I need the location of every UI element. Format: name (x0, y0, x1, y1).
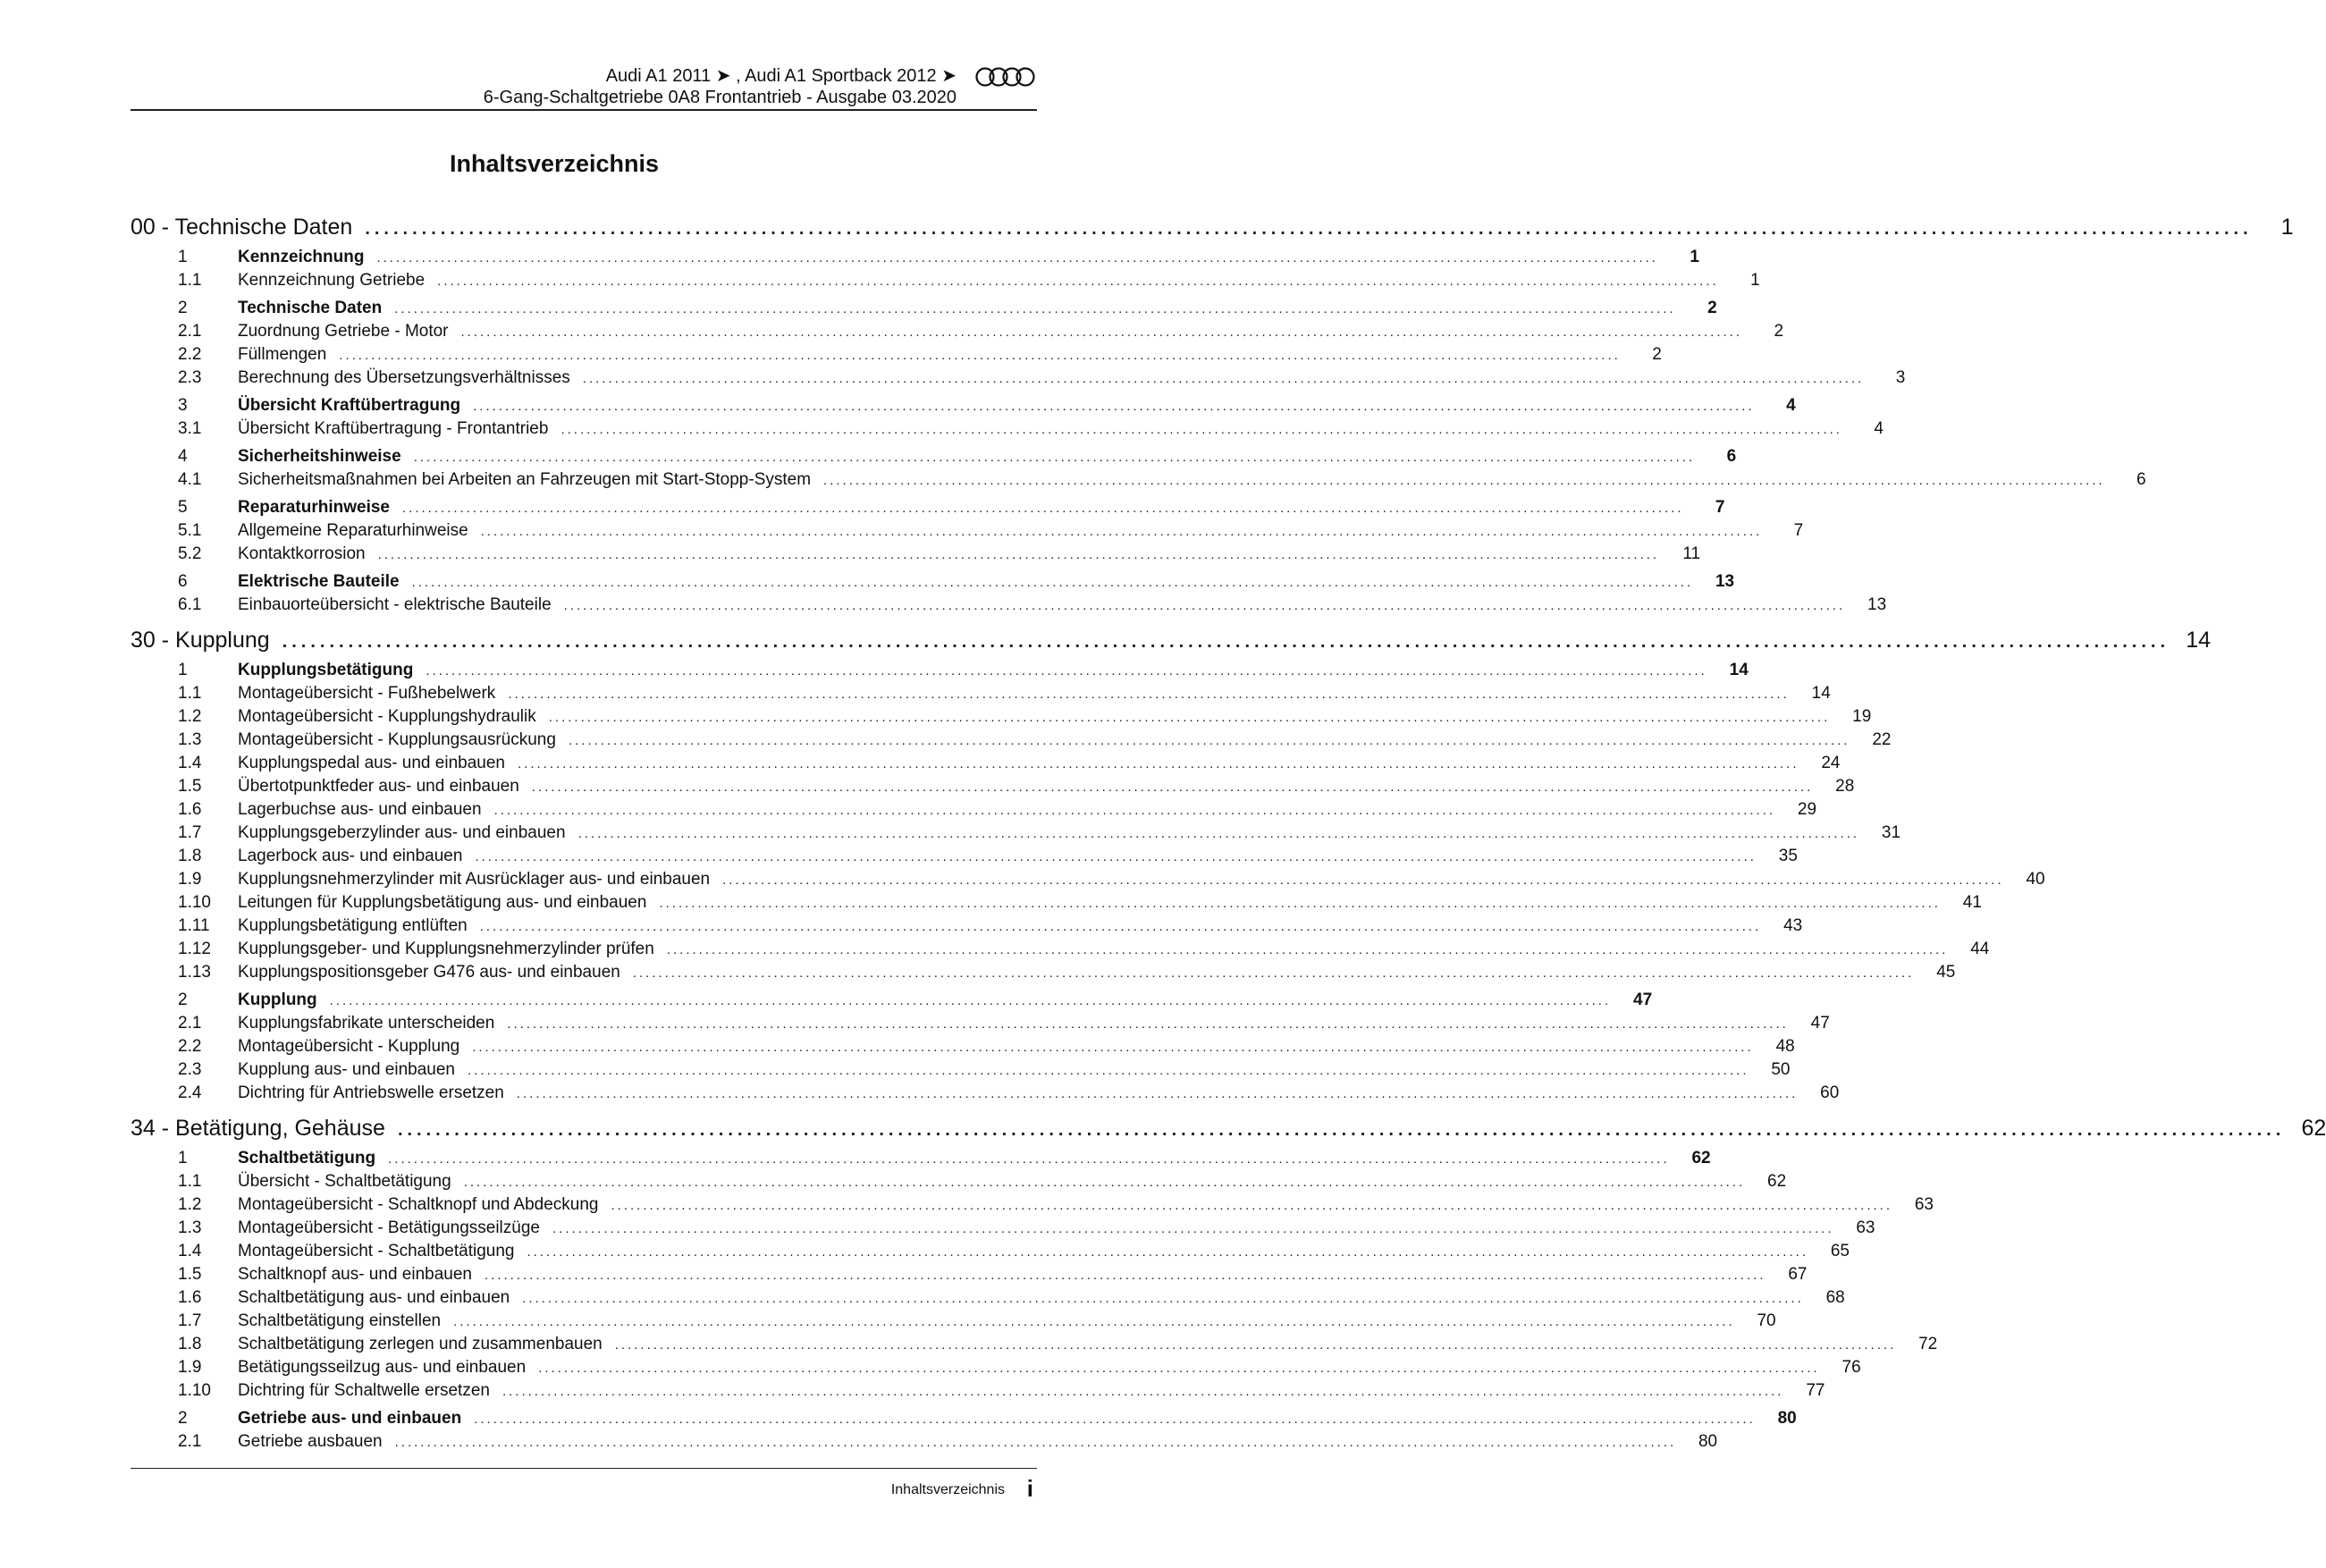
toc-page-number: 3 (1895, 368, 1906, 387)
toc-entry-number: 1.1 (178, 684, 202, 703)
toc-entry-number: 2 (178, 1409, 188, 1428)
footer-page-number: i (1026, 1475, 1033, 1502)
dot-leader: ........................................................................................................................................................................................................ (823, 473, 2105, 488)
toc-entry[interactable] (131, 1083, 1840, 1107)
toc-page-number: 72 (1918, 1335, 1938, 1353)
dot-leader: ........................................................................................................................................................................................................ (577, 826, 1860, 841)
toc-entry-title: Kupplungsbetätigung (238, 661, 414, 679)
toc-entry-title: Kontaktkorrosion (238, 544, 366, 563)
toc-entry-title: Übersicht Kraftübertragung (238, 396, 461, 415)
toc-entry-number: 1.12 (178, 940, 211, 958)
toc-page-number: 44 (1970, 940, 1990, 958)
toc-entry-number: 1.4 (178, 1242, 202, 1260)
toc-section[interactable] (131, 447, 1737, 470)
toc-entry-title: Dichtring für Antriebswelle ersetzen (238, 1083, 504, 1102)
toc-entry-number: 5.2 (178, 544, 202, 563)
toc-entry[interactable] (131, 1218, 1875, 1242)
toc-entry[interactable] (131, 870, 2045, 893)
toc-page-number: 14 (2186, 628, 2212, 653)
toc-entry-title: Reparaturhinweise (238, 498, 390, 517)
toc-entry-title: Kupplungsfabrikate unterscheiden (238, 1014, 495, 1033)
dot-leader: ........................................................................................................................................................................................................ (460, 325, 1743, 340)
toc-page-number: 70 (1757, 1311, 1776, 1330)
header-document-line: 6-Gang-Schaltgetriebe 0A8 Frontantrieb - Ausgabe 03.2020 (483, 88, 957, 107)
toc-page-number: 80 (1698, 1432, 1718, 1451)
toc-entry[interactable] (131, 521, 1804, 544)
toc-entry[interactable] (131, 963, 1956, 986)
toc-entry-title: Füllmengen (238, 345, 327, 364)
dot-leader: ........................................................................................................................................................................................................ (426, 663, 1707, 679)
dot-leader: ........................................................................................................................................................................................................ (394, 301, 1676, 316)
toc-entry-title: Kennzeichnung (238, 248, 365, 266)
toc-entry-title: Kupplungspedal aus- und einbauen (238, 754, 505, 772)
toc-entry[interactable] (131, 730, 1892, 754)
toc-entry-number: 1.10 (178, 1381, 211, 1400)
toc-entry-number: 1 (178, 248, 188, 266)
dot-leader: ........................................................................................................................................................................................................ (632, 965, 1915, 981)
toc-entry[interactable] (131, 800, 1817, 823)
page-header (131, 63, 1037, 113)
toc-entry-title: Montageübersicht - Kupplungshydraulik (238, 707, 536, 726)
dot-leader: ........................................................................................................................................................................................................ (474, 1412, 1756, 1427)
toc-entry-title: Dichtring für Schaltwelle ersetzen (238, 1381, 490, 1400)
toc-entry[interactable] (131, 684, 1831, 707)
toc-section[interactable] (131, 396, 1796, 419)
dot-leader: ........................................................................................................................................................................................................ (388, 1151, 1670, 1167)
toc-entry-number: 1.3 (178, 1218, 202, 1237)
toc-entry[interactable] (131, 823, 1901, 847)
toc-entry-title: Einbauorteübersicht - elektrische Bauteile (238, 595, 552, 614)
dot-leader: ........................................................................................................................................................................................................ (329, 993, 1612, 1008)
toc-entry-title: Schaltknopf aus- und einbauen (238, 1265, 472, 1284)
footer-divider (131, 1468, 1037, 1469)
dot-leader: ........................................................................................................................................................................................................ (508, 687, 1790, 702)
toc-entry[interactable] (131, 345, 1662, 368)
toc-entry[interactable] (131, 1037, 1795, 1060)
toc-section[interactable] (131, 1149, 1711, 1172)
toc-page-number: 19 (1852, 707, 1872, 726)
toc-entry[interactable] (131, 893, 1982, 916)
toc-page-number: 62 (1767, 1172, 1787, 1191)
toc-entry[interactable] (131, 1335, 1938, 1358)
toc-page-number: 31 (1881, 823, 1901, 842)
toc-entry-title: Montageübersicht - Betätigungsseilzüge (238, 1218, 540, 1237)
toc-page-number: 41 (1962, 893, 1982, 912)
footer-label: Inhaltsverzeichnis (890, 1482, 1005, 1497)
toc-entry-title: 34 - Betätigung, Gehäuse (131, 1116, 385, 1141)
dot-leader: ........................................................................................................................................................................................................ (463, 1175, 1746, 1190)
toc-entry-number: 1.5 (178, 1265, 202, 1284)
toc-entry-title: Übersicht - Schaltbetätigung (238, 1172, 451, 1191)
dot-leader: ........................................................................................................................................................................................................ (666, 942, 1949, 957)
toc-entry-title: Lagerbuchse aus- und einbauen (238, 800, 482, 819)
toc-entry-number: 5.1 (178, 521, 202, 540)
toc-entry[interactable] (131, 1172, 1787, 1195)
dot-leader: ........................................................................................................................................................................................................ (563, 598, 1846, 613)
dot-leader: ........................................................................................................................................................................................................ (493, 803, 1776, 818)
page-title: Inhaltsverzeichnis (449, 150, 660, 177)
toc-section[interactable] (131, 1409, 1797, 1432)
toc-entry[interactable] (131, 470, 2146, 493)
dot-leader: ........................................................................................................................................................................................................ (365, 219, 2253, 239)
toc-page-number: 47 (1810, 1014, 1830, 1033)
table-of-contents (131, 215, 2326, 1455)
toc-entry[interactable] (131, 916, 1803, 940)
dot-leader: ........................................................................................................................................................................................................ (411, 575, 1694, 590)
toc-entry[interactable] (131, 1288, 1845, 1311)
toc-entry-title: Schaltbetätigung zerlegen und zusammenbauen (238, 1335, 603, 1353)
dot-leader: ........................................................................................................................................................................................................ (611, 1198, 1892, 1213)
toc-entry-number: 1.1 (178, 271, 202, 290)
toc-page-number: 4 (1874, 419, 1884, 438)
toc-entry-title: Übertotpunktfeder aus- und einbauen (238, 777, 519, 796)
toc-page-number: 62 (1691, 1149, 1711, 1168)
dot-leader: ........................................................................................................................................................................................................ (614, 1337, 1897, 1353)
toc-entry-number: 6.1 (178, 595, 202, 614)
toc-page-number: 62 (2301, 1116, 2326, 1141)
toc-entry-number: 4.1 (178, 470, 202, 489)
dot-leader: ........................................................................................................................................................................................................ (339, 348, 1621, 363)
toc-page-number: 1 (2280, 215, 2294, 240)
toc-entry-number: 1.6 (178, 800, 202, 819)
dot-leader: ........................................................................................................................................................................................................ (437, 274, 1719, 289)
toc-entry-number: 5 (178, 498, 188, 517)
toc-page-number: 1 (1690, 248, 1699, 266)
toc-entry-title: Kupplungsnehmerzylinder mit Ausrücklager aus- und einbauen (238, 870, 711, 889)
toc-page-number: 13 (1867, 595, 1887, 614)
audi-rings-icon (974, 66, 1037, 88)
toc-entry-title: Leitungen für Kupplungsbetätigung aus- und einbauen (238, 893, 647, 912)
dot-leader: ........................................................................................................................................................................................................ (516, 1086, 1799, 1101)
toc-entry[interactable] (131, 544, 1701, 568)
toc-page-number: 67 (1788, 1265, 1808, 1284)
toc-entry-number: 1.9 (178, 1358, 202, 1377)
dot-leader: ........................................................................................................................................................................................................ (501, 1384, 1784, 1399)
toc-entry[interactable] (131, 322, 1784, 345)
toc-section[interactable] (131, 572, 1735, 595)
toc-chapter[interactable] (131, 215, 2294, 243)
toc-entry-number: 1.3 (178, 730, 202, 749)
toc-entry-title: Kupplungspositionsgeber G476 aus- und einbauen (238, 963, 620, 982)
toc-entry[interactable] (131, 1195, 1934, 1218)
toc-page-number: 65 (1830, 1242, 1850, 1260)
toc-page-number: 6 (1726, 447, 1737, 466)
toc-entry-title: Schaltbetätigung einstellen (238, 1311, 442, 1330)
dot-leader: ........................................................................................................................................................................................................ (475, 849, 1757, 864)
toc-entry-number: 1.2 (178, 1195, 202, 1214)
toc-page-number: 47 (1633, 991, 1653, 1009)
header-vehicle-line: Audi A1 2011 ➤ , Audi A1 Sportback 2012 ➤ (605, 66, 957, 86)
dot-leader: ........................................................................................................................................................................................................ (522, 1291, 1804, 1306)
toc-entry-number: 1.8 (178, 1335, 202, 1353)
toc-entry[interactable] (131, 754, 1841, 777)
toc-entry[interactable] (131, 595, 1887, 619)
dot-leader: ........................................................................................................................................................................................................ (377, 547, 1660, 562)
toc-entry-title: Montageübersicht - Kupplung (238, 1037, 460, 1056)
toc-page-number: 29 (1797, 800, 1817, 819)
toc-entry-title: Getriebe ausbauen (238, 1432, 383, 1451)
toc-entry-number: 1.8 (178, 847, 202, 865)
toc-page-number: 13 (1715, 572, 1735, 591)
dot-leader: ........................................................................................................................................................................................................ (473, 399, 1755, 414)
toc-entry-number: 1.7 (178, 1311, 202, 1330)
dot-leader: ........................................................................................................................................................................................................ (480, 524, 1763, 539)
toc-entry-title: Sicherheitshinweise (238, 447, 401, 466)
dot-leader: ........................................................................................................................................................................................................ (582, 371, 1865, 386)
toc-entry-title: Kupplung (238, 991, 317, 1009)
dot-leader: ........................................................................................................................................................................................................ (479, 919, 1762, 934)
toc-entry-title: Übersicht Kraftübertragung - Frontantrieb (238, 419, 549, 438)
dot-leader: ........................................................................................................................................................................................................ (394, 1435, 1677, 1450)
dot-leader: ........................................................................................................................................................................................................ (560, 422, 1842, 437)
toc-page-number: 7 (1793, 521, 1804, 540)
dot-leader: ........................................................................................................................................................................................................ (552, 1221, 1834, 1236)
dot-leader: ........................................................................................................................................................................................................ (548, 710, 1831, 725)
dot-leader: ........................................................................................................................................................................................................ (568, 733, 1850, 748)
toc-entry[interactable] (131, 777, 1855, 800)
toc-page-number: 63 (1856, 1218, 1875, 1237)
dot-leader: ........................................................................................................................................................................................................ (722, 873, 2004, 888)
toc-entry-title: Kupplungsgeberzylinder aus- und einbauen (238, 823, 566, 842)
toc-page-number: 14 (1729, 661, 1749, 679)
toc-page-number: 35 (1778, 847, 1798, 865)
toc-entry[interactable] (131, 1060, 1791, 1083)
toc-entry-title: Getriebe aus- und einbauen (238, 1409, 462, 1428)
toc-entry-number: 2.1 (178, 1014, 202, 1033)
toc-entry-title: Berechnung des Übersetzungsverhältnisses (238, 368, 570, 387)
toc-entry-number: 2.2 (178, 1037, 202, 1056)
toc-entry-title: Kennzeichnung Getriebe (238, 271, 426, 290)
toc-page-number: 45 (1936, 963, 1956, 982)
toc-section[interactable] (131, 299, 1717, 322)
toc-entry[interactable] (131, 1311, 1776, 1335)
toc-page-number: 2 (1707, 299, 1717, 317)
toc-entry-number: 6 (178, 572, 188, 591)
toc-entry[interactable] (131, 419, 1884, 443)
dot-leader: ........................................................................................................................................................................................................ (376, 250, 1658, 266)
toc-entry-title: Sicherheitsmaßnahmen bei Arbeiten an Fahrzeugen mit Start-Stopp-System (238, 470, 812, 489)
toc-entry-number: 2.1 (178, 1432, 202, 1451)
toc-entry-title: Montageübersicht - Schaltknopf und Abdeckung (238, 1195, 599, 1214)
dot-leader: ........................................................................................................................................................................................................ (402, 501, 1684, 516)
toc-page-number: 14 (1811, 684, 1831, 703)
toc-page-number: 4 (1786, 396, 1796, 415)
toc-page-number: 24 (1821, 754, 1841, 772)
toc-entry-number: 1 (178, 1149, 188, 1168)
toc-page-number: 43 (1783, 916, 1803, 935)
toc-entry[interactable] (131, 1381, 1825, 1404)
toc-entry-number: 2.4 (178, 1083, 202, 1102)
toc-entry-number: 1.9 (178, 870, 202, 889)
dot-leader: ........................................................................................................................................................................................................ (467, 1063, 1749, 1078)
toc-page-number: 80 (1777, 1409, 1797, 1428)
toc-section[interactable] (131, 661, 1749, 684)
toc-entry-title: Schaltbetätigung aus- und einbauen (238, 1288, 510, 1307)
toc-page-number: 22 (1872, 730, 1892, 749)
toc-entry-number: 3.1 (178, 419, 202, 438)
dot-leader: ........................................................................................................................................................................................................ (531, 780, 1814, 795)
toc-section[interactable] (131, 498, 1725, 521)
toc-page-number: 2 (1774, 322, 1784, 341)
toc-entry[interactable] (131, 1358, 1861, 1381)
toc-entry-number: 2.1 (178, 322, 202, 341)
toc-entry-title: Allgemeine Reparaturhinweise (238, 521, 468, 540)
toc-entry[interactable] (131, 847, 1798, 870)
toc-entry-number: 3 (178, 396, 188, 415)
toc-entry[interactable] (131, 940, 1990, 963)
toc-entry[interactable] (131, 707, 1872, 730)
dot-leader: ........................................................................................................................................................................................................ (282, 632, 2170, 652)
toc-page-number: 63 (1914, 1195, 1934, 1214)
toc-entry-number: 1.6 (178, 1288, 202, 1307)
toc-entry-number: 1 (178, 661, 188, 679)
toc-page-number: 6 (2136, 470, 2146, 489)
toc-entry-number: 2 (178, 991, 188, 1009)
toc-section[interactable] (131, 248, 1699, 271)
toc-entry-title: Technische Daten (238, 299, 383, 317)
toc-chapter[interactable] (131, 628, 2212, 656)
toc-entry-number: 1.10 (178, 893, 211, 912)
toc-page-number: 40 (2026, 870, 2045, 889)
toc-entry-title: Kupplungsgeber- und Kupplungsnehmerzylinder prüfen (238, 940, 654, 958)
toc-chapter[interactable] (131, 1116, 2326, 1144)
dot-leader: ........................................................................................................................................................................................................ (507, 1016, 1789, 1032)
toc-entry[interactable] (131, 368, 1906, 392)
dot-leader: ........................................................................................................................................................................................................ (397, 1120, 2286, 1140)
dot-leader: ........................................................................................................................................................................................................ (453, 1314, 1735, 1329)
toc-entry[interactable] (131, 1265, 1808, 1288)
toc-section[interactable] (131, 991, 1653, 1014)
toc-entry[interactable] (131, 1014, 1830, 1037)
toc-entry-title: Kupplung aus- und einbauen (238, 1060, 455, 1079)
toc-entry-number: 2 (178, 299, 188, 317)
toc-page-number: 48 (1775, 1037, 1795, 1056)
toc-page-number: 60 (1820, 1083, 1840, 1102)
toc-entry-title: 30 - Kupplung (131, 628, 270, 653)
toc-entry-title: 00 - Technische Daten (131, 215, 353, 240)
toc-page-number: 77 (1806, 1381, 1825, 1400)
toc-page-number: 11 (1682, 544, 1701, 563)
toc-entry-number: 2.2 (178, 345, 202, 364)
toc-entry-title: Zuordnung Getriebe - Motor (238, 322, 449, 341)
toc-page-number: 7 (1715, 498, 1725, 517)
dot-leader: ........................................................................................................................................................................................................ (659, 896, 1941, 911)
toc-entry-title: Montageübersicht - Fußhebelwerk (238, 684, 496, 703)
toc-page-number: 28 (1835, 777, 1855, 796)
header-divider (131, 109, 1037, 111)
dot-leader: ........................................................................................................................................................................................................ (413, 450, 1696, 465)
toc-entry-number: 1.7 (178, 823, 202, 842)
toc-page-number: 76 (1841, 1358, 1861, 1377)
toc-entry-number: 2.3 (178, 1060, 202, 1079)
dot-leader: ........................................................................................................................................................................................................ (527, 1244, 1808, 1260)
toc-page-number: 2 (1652, 345, 1662, 364)
toc-entry-title: Schaltbetätigung (238, 1149, 376, 1168)
dot-leader: ........................................................................................................................................................................................................ (472, 1040, 1754, 1055)
toc-entry-number: 1.1 (178, 1172, 202, 1191)
toc-entry-number: 1.13 (178, 963, 211, 982)
toc-entry-title: Lagerbock aus- und einbauen (238, 847, 463, 865)
toc-entry-title: Elektrische Bauteile (238, 572, 400, 591)
toc-entry[interactable] (131, 271, 1760, 294)
toc-entry-title: Montageübersicht - Kupplungsausrückung (238, 730, 556, 749)
toc-entry-title: Kupplungsbetätigung entlüften (238, 916, 468, 935)
toc-entry-number: 1.4 (178, 754, 202, 772)
toc-entry-number: 1.2 (178, 707, 202, 726)
toc-entry-number: 1.5 (178, 777, 202, 796)
dot-leader: ........................................................................................................................................................................................................ (484, 1268, 1766, 1283)
toc-entry-number: 2.3 (178, 368, 202, 387)
toc-page-number: 1 (1750, 271, 1760, 290)
toc-page-number: 68 (1825, 1288, 1845, 1307)
toc-entry-title: Betätigungsseilzug aus- und einbauen (238, 1358, 527, 1377)
toc-page-number: 50 (1771, 1060, 1791, 1079)
toc-entry[interactable] (131, 1242, 1850, 1265)
dot-leader: ........................................................................................................................................................................................................ (517, 756, 1799, 771)
toc-entry[interactable] (131, 1432, 1718, 1455)
toc-entry-number: 1.11 (178, 916, 210, 935)
toc-entry-number: 4 (178, 447, 188, 466)
toc-entry-title: Montageübersicht - Schaltbetätigung (238, 1242, 515, 1260)
dot-leader: ........................................................................................................................................................................................................ (538, 1361, 1820, 1376)
